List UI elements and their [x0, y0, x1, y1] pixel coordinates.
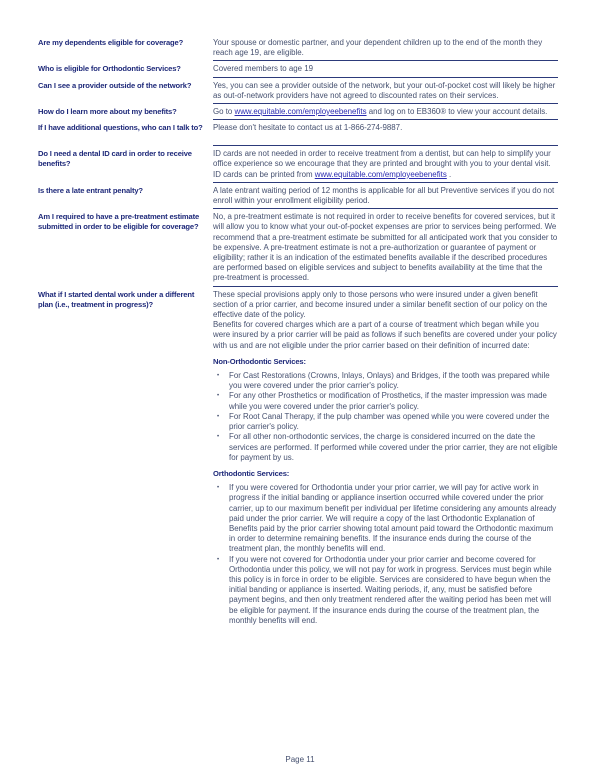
faq-answer	[213, 149, 558, 183]
faq-row-questions-contact	[38, 123, 558, 149]
faq-question: Do I need a dental ID card in order to receive benefits?	[38, 149, 192, 169]
answer-text: Go to	[213, 107, 235, 117]
answer-paragraph: These special provisions apply only to those persons who were insured under a given benefit section of a prior carrier, and become insured under a similar benefit section of our policy on the effective date of the policy.	[213, 289, 548, 320]
answer-paragraph: Benefits for covered charges which are a part of a course of treatment which began while you were insured by a prior carrier will be paid as follows if such benefits are covered under your policy with us and are not eligible under the prior carrier based on their definition of incurred date:	[213, 320, 557, 350]
faq-row-out-of-network	[38, 81, 558, 107]
faq-question: Can I see a provider outside of the network?	[38, 80, 192, 90]
list-item: • If you were not covered for Orthodontia under your prior carrier and become covered for Orthodontia under this policy, we will not pay for work in progress. Services must begin while this policy is in force in order to be eligible. Services are considered to have begun when the initial banding or appliance is inserted. Waiting periods, if, any, must be satisfied before payment begins, and then only treatment rendered after the waiting period has been met will be eligible for payment. If the insurance ends during the course of the treatment plan, the monthly benefits will end.	[229, 555, 558, 626]
answer-text: and log on to EB360® to view your account details.	[366, 107, 548, 117]
faq-question: Who is eligible for Orthodontic Services?	[38, 64, 181, 74]
faq-row-learn-more	[38, 107, 558, 123]
page-number: Page 11	[285, 755, 315, 764]
faq-question: If I have additional questions, who can I talk to?	[38, 123, 203, 133]
orthodontic-heading: Orthodontic Services:	[213, 468, 290, 478]
equitable-link[interactable]: www.equitable.com/employeebenefits	[314, 169, 447, 179]
faq-row-late-entrant	[38, 186, 558, 212]
faq-answer	[213, 107, 558, 120]
faq-row-pre-treatment	[38, 212, 558, 289]
faq-answer: A late entrant waiting period of 12 months is applicable for all but Preventive services if you do not enroll within your enrollment eligibility period.	[213, 186, 558, 209]
faq-row-dependents	[38, 38, 558, 64]
list-item: • If you were covered for Orthodontia under your prior carrier, we will pay for active work in progress if the initial banding or appliance insertion occurred while covered under the prior carrier, up to our maximum benefit per individual per lifetime considering any amounts already paid under the prior carrier. We will require a copy of the last Orthodontic Explanation of Benefits paid by the prior carrier showing total amount paid toward the Orthodontic maximum in order to determine remaining benefits. If the insurance ends during the course of the treatment plan, the monthly benefits will end.	[229, 483, 558, 554]
list-item: • For any other Prosthetics or modification of Prosthetics, if the master impression was made while you were covered under the prior carrier's policy.	[229, 391, 558, 411]
orthodontic-list	[213, 483, 558, 626]
faq-question: What if I started dental work under a different plan (i.e., treatment in progress)?	[38, 289, 195, 309]
faq-question: Am I required to have a pre-treatment estimate submitted in order to be eligible for coverage?	[38, 212, 200, 232]
faq-table	[38, 38, 558, 631]
faq-question: Are my dependents eligible for coverage?	[38, 38, 184, 47]
faq-answer: Please don't hesitate to contact us at 1-866-274-9887.	[213, 123, 558, 146]
list-item: • For Root Canal Therapy, if the pulp chamber was opened while you were covered under the prior carrier's policy.	[229, 412, 558, 432]
non-orthodontic-list	[213, 371, 558, 463]
faq-question: Is there a late entrant penalty?	[38, 185, 143, 195]
faq-question: How do I learn more about my benefits?	[38, 107, 177, 117]
faq-answer: Covered members to age 19	[213, 64, 558, 77]
faq-answer: Yes, you can see a provider outside of the network, but your out-of-pocket cost will likely be higher as out-of-network providers have not agreed to discounted rates on their services.	[213, 81, 558, 104]
faq-answer	[213, 290, 558, 628]
list-item: • For all other non-orthodontic services, the charge is considered incurred on the date the services are performed. If performed while covered under the prior carrier, they are not eligible for payment by us.	[229, 432, 558, 463]
faq-answer: Your spouse or domestic partner, and your dependent children up to the end of the month they reach age 19, are eligible.	[213, 38, 558, 61]
faq-answer: No, a pre-treatment estimate is not required in order to receive benefits for covered services, but it will allow you to know what your out-of-pocket expenses are prior to services being performed. We recommend that a pre-treatment estimate be submitted for all anticipated work that you consider to be expensive. A pre-treatment estimate is not a pre-authorization or guarantee of payment or eligibility; rather it is an indication of the estimated benefits available if the described procedures are performed based on eligible services and subject to benefits availability at the time that the pre-treatment is processed.	[213, 212, 558, 286]
answer-text: ID cards are not needed in order to receive treatment from a dentist, but can help to simplify your office experience so we encourage that they are printed and brought with you to your dental visit. ID cards can be printed from	[213, 149, 551, 179]
faq-row-id-card	[38, 149, 558, 186]
list-item: • For Cast Restorations (Crowns, Inlays, Onlays) and Bridges, if the tooth was prepared while you were covered under the prior carrier's policy.	[229, 371, 558, 391]
faq-row-treatment-in-progress	[38, 290, 558, 631]
faq-row-orthodontic-eligibility	[38, 64, 558, 80]
equitable-link[interactable]: www.equitable.com/employeebenefits	[234, 107, 367, 117]
answer-text: .	[446, 169, 452, 179]
non-orthodontic-heading: Non-Orthodontic Services:	[213, 356, 306, 366]
